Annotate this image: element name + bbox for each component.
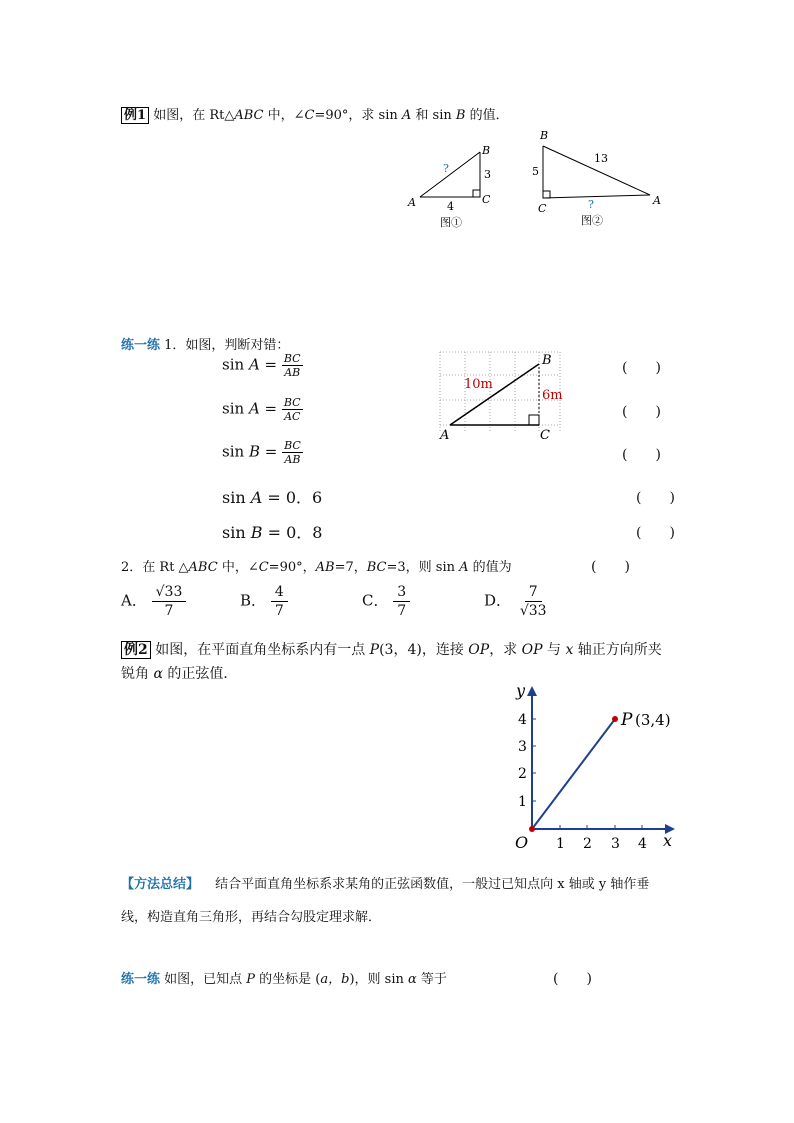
practice1-row-5: sin B = 0．8 (222, 523, 323, 542)
answer-paren-1[interactable]: ( ) (622, 360, 661, 376)
x-tick-2: 2 (583, 836, 592, 852)
q2-answer-paren[interactable]: ( ) (591, 559, 630, 575)
q2-option-a[interactable]: A． $\frac{√33}{7}$ (121, 583, 186, 620)
q2-option-c[interactable]: C． $\frac{3}{7}$ (362, 583, 410, 620)
x-axis-label: x (663, 831, 673, 850)
answer-paren-5[interactable]: ( ) (636, 525, 675, 541)
x-tick-3: 3 (611, 836, 620, 852)
answer-paren-3[interactable]: ( ) (622, 447, 661, 463)
practice2-statement: 练一练 如图，已知点 P 的坐标是 (a，b)，则 sin α 等于 (121, 972, 447, 987)
grid-label-b: B (542, 353, 552, 368)
grid-label-c: C (540, 428, 550, 443)
question-2: 2．在 Rt △ABC 中，∠C=90°，AB=7，BC=3，则 sin A 的值为 (121, 560, 512, 575)
method-summary-line-2: 线，构造直角三角形，再结合勾股定理求解． (121, 910, 382, 925)
fig2-unknown: ? (588, 198, 594, 211)
fig2-side-5: 5 (532, 165, 539, 178)
point-p-dot (612, 716, 618, 722)
practice1-row-2: sin A = $\frac{BC}{AC}$ (222, 396, 301, 423)
point-p-coord: (3,4) (635, 711, 671, 729)
grid-triangle-figure (430, 342, 570, 444)
fig2-side-13: 13 (594, 152, 608, 165)
fig1-label-c: C (482, 193, 491, 206)
triangle-figure-1 (405, 140, 515, 230)
practice1-intro: 练一练 1．如图，判断对错： (121, 338, 290, 353)
y-tick-1: 1 (518, 794, 527, 810)
point-p-label: P (621, 710, 633, 730)
fig2-label-b-text: B (540, 129, 549, 142)
fig2-label-a: A (653, 194, 661, 207)
practice2-answer-paren[interactable]: ( ) (553, 971, 592, 987)
practice1-row-3: sin B = $\frac{BC}{AB}$ (222, 439, 301, 466)
origin-label: O (515, 833, 529, 852)
example2-statement: 例2 如图，在平面直角坐标系内有一点 P(3，4)，连接 OP，求 OP 与 x 轴正方向所夹 锐角 α 的正弦值． (121, 642, 662, 682)
practice1-row-1: sin A = $\frac{BC}{AB}$ (222, 352, 301, 379)
fig1-label-b: B (482, 144, 491, 157)
example1-statement: 例1 如图，在 Rt△ABC 中，∠C=90°，求 sin A 和 sin B 的值． (121, 104, 509, 123)
y-tick-4: 4 (518, 712, 527, 728)
method-summary-line-1: 【方法总结】 结合平面直角坐标系求某角的正弦函数值，一般过已知点向 x 轴或 y 轴作垂 (121, 877, 650, 892)
fig1-unknown: ? (443, 162, 449, 175)
fig2-label-c: C (538, 202, 547, 215)
grid-label-a: A (440, 428, 450, 443)
fig1-caption: 图① (440, 216, 462, 229)
summary-tag: 【方法总结】 (121, 877, 200, 892)
x-tick-4: 4 (638, 836, 647, 852)
coordinate-graph (505, 676, 685, 856)
example2-tag: 例2 (121, 641, 151, 659)
x-tick-1: 1 (556, 836, 565, 852)
grid-hyp-10m: 10m (464, 377, 493, 392)
practice2-tag: 练一练 (121, 972, 161, 987)
y-axis-label: y (516, 681, 526, 700)
y-tick-2: 2 (518, 766, 527, 782)
fig1-side-3: 3 (484, 168, 491, 181)
origin-dot (529, 826, 535, 832)
practice1-tag: 练一练 (121, 338, 161, 353)
fig1-label-a: A (408, 196, 416, 209)
practice1-row-4: sin A = 0．6 (222, 488, 323, 507)
q2-option-d[interactable]: D． $\frac{7}{√33}$ (484, 584, 547, 619)
triangle-figure-2 (528, 128, 668, 230)
fig1-side-4: 4 (447, 200, 454, 213)
grid-side-6m: 6m (542, 388, 563, 403)
q2-option-b[interactable]: B． $\frac{4}{7}$ (240, 583, 288, 620)
answer-paren-4[interactable]: ( ) (636, 490, 675, 506)
example1-tag: 例1 (121, 107, 149, 124)
answer-paren-2[interactable]: ( ) (622, 404, 661, 420)
y-tick-3: 3 (518, 739, 527, 755)
fig2-caption: 图② (581, 214, 603, 227)
